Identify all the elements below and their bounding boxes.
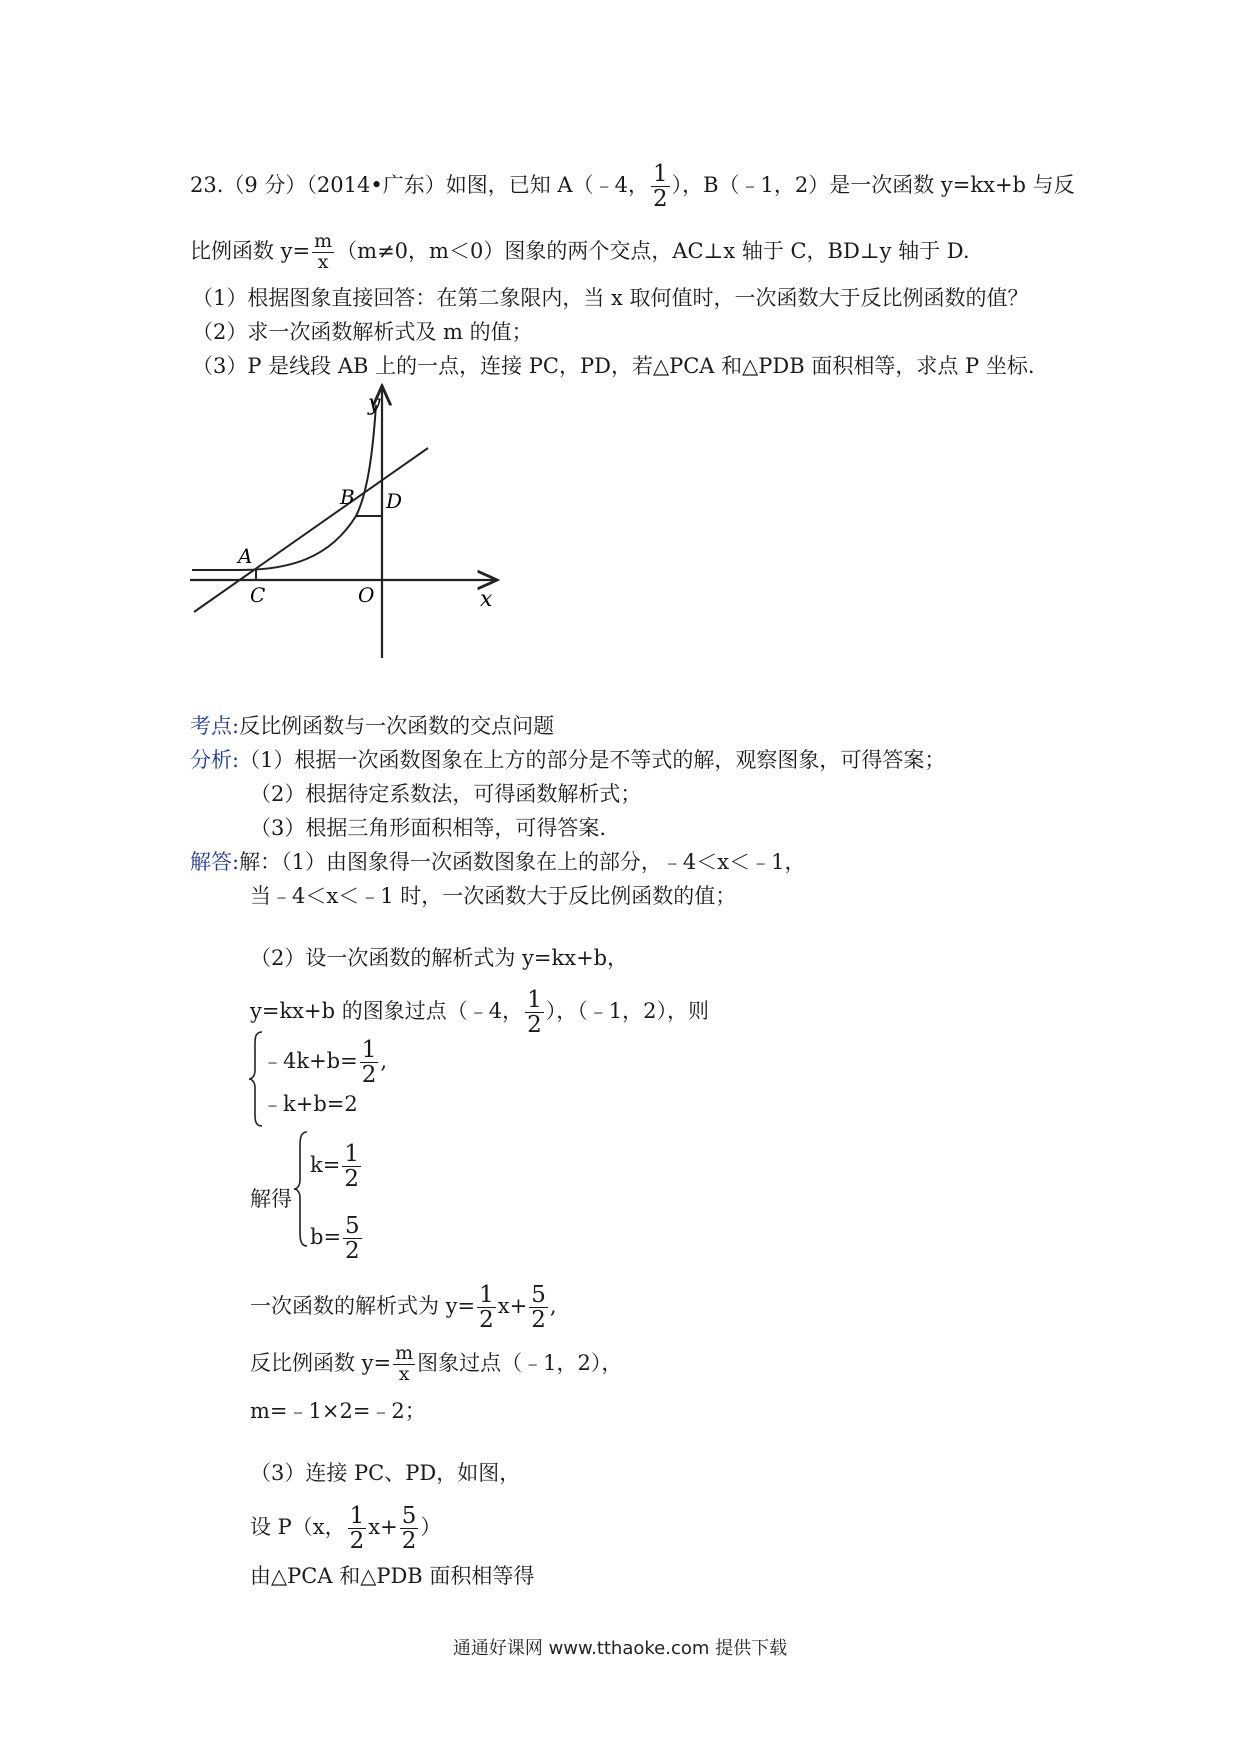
b-equals: b= xyxy=(310,1225,342,1250)
fraction-numerator: 1 xyxy=(527,987,542,1013)
fraction-numerator: 5 xyxy=(531,1282,546,1308)
fraction-one-half xyxy=(360,1038,379,1087)
fraction-denominator: 2 xyxy=(527,1012,542,1039)
fraction-five-halves xyxy=(343,1214,362,1263)
fraction-denominator: 2 xyxy=(345,1238,360,1265)
kaodian-text: 反比例函数与一次函数的交点问题 xyxy=(239,714,555,738)
fraction-five-halves xyxy=(400,1504,419,1553)
point-p-start: 设 P（x， xyxy=(250,1515,346,1540)
part3-line-1: （3）连接 PC、PD，如图， xyxy=(250,1461,521,1485)
fraction-one-half xyxy=(348,1504,367,1553)
solution-k xyxy=(310,1142,363,1191)
fraction-numerator: 1 xyxy=(652,161,668,187)
jieda-label: 解答: xyxy=(190,850,240,874)
m-value-line: m=﹣1×2=﹣2； xyxy=(250,1399,426,1423)
problem-line-1-start: 23.（9 分）（2014•广东）如图，已知 A（﹣4， xyxy=(190,173,649,198)
fraction-m-over-x xyxy=(312,232,334,273)
problem-line-1-end: ），B（﹣1，2）是一次函数 y=kx+b 与反 xyxy=(671,173,1075,198)
problem-line-2-start: 比例函数 y= xyxy=(190,238,311,263)
fraction-numerator: 1 xyxy=(349,1503,365,1529)
inverse-function-line xyxy=(250,1344,622,1385)
fenxi-item-2: （2）根据待定系数法，可得函数解析式； xyxy=(250,782,642,806)
linear-expression-xplus: x+ xyxy=(497,1294,528,1319)
linear-expression-line xyxy=(250,1283,557,1332)
linear-expression-start: 一次函数的解析式为 y= xyxy=(250,1294,476,1319)
part2-line-2 xyxy=(250,988,709,1037)
problem-line-2 xyxy=(190,232,970,273)
fraction-numerator: 5 xyxy=(401,1503,417,1529)
system-eq1-lhs: ﹣4k+b= xyxy=(262,1049,358,1074)
fraction-five-halves xyxy=(529,1283,548,1332)
part2-line-2-start: y=kx+b 的图象过点（﹣4， xyxy=(250,999,524,1024)
fraction-m-over-x xyxy=(393,1344,415,1385)
left-brace-solution xyxy=(293,1130,309,1248)
fenxi-row xyxy=(190,746,945,774)
fraction-one-half xyxy=(342,1142,361,1191)
fraction-denominator: 2 xyxy=(401,1528,417,1555)
label-d: D xyxy=(386,489,403,513)
point-p-end: ） xyxy=(420,1515,442,1540)
inverse-function-end: 图象过点（﹣1，2）， xyxy=(417,1350,623,1375)
fraction-denominator: 2 xyxy=(531,1307,546,1334)
label-x: x xyxy=(480,587,493,612)
question-2: （2）求一次函数解析式及 m 的值； xyxy=(192,320,533,344)
label-a: A xyxy=(238,544,253,568)
inverse-function-start: 反比例函数 y= xyxy=(250,1350,392,1375)
problem-line-2-end: （m≠0，m＜0）图象的两个交点，AC⊥x 轴于 C，BD⊥y 轴于 D. xyxy=(336,238,970,263)
fraction-one-half xyxy=(477,1283,496,1332)
fraction-denominator: 2 xyxy=(344,1166,359,1193)
system-equation-2: ﹣k+b=2 xyxy=(262,1092,358,1116)
label-c: C xyxy=(250,583,266,607)
jieda-line-1: 解：（1）由图象得一次函数图象在上的部分，﹣4＜x＜﹣1， xyxy=(239,850,806,874)
part2-line-1: （2）设一次函数的解析式为 y=kx+b， xyxy=(250,946,629,970)
linear-function-line xyxy=(194,448,428,612)
jiede-label: 解得 xyxy=(250,1187,292,1211)
fraction-numerator: 1 xyxy=(361,1037,377,1063)
kaodian-label: 考点: xyxy=(190,714,240,738)
linear-expression-comma: , xyxy=(549,1294,557,1319)
page-footer: 通通好课网 www.tthaoke.com 提供下载 xyxy=(452,1638,788,1659)
jieda-row xyxy=(190,848,806,876)
system-equation-1 xyxy=(262,1038,387,1087)
question-3: （3）P 是线段 AB 上的一点，连接 PC，PD，若△PCA 和△PDB 面积相等，求点 P 坐标. xyxy=(192,354,1035,378)
label-o: O xyxy=(358,583,375,607)
fenxi-item-1: （1）根据一次函数图象在上方的部分是不等式的解，观察图象，可得答案； xyxy=(239,748,946,772)
fraction-numerator: m xyxy=(395,1342,414,1364)
fraction-one-half xyxy=(525,988,544,1037)
fraction-denominator: x xyxy=(398,1362,410,1385)
label-b: B xyxy=(340,485,355,509)
fenxi-item-3: （3）根据三角形面积相等，可得答案. xyxy=(250,816,607,840)
fraction-denominator: 2 xyxy=(349,1528,365,1555)
k-equals: k= xyxy=(310,1153,341,1178)
part2-line-2-end: ），（﹣1，2），则 xyxy=(545,999,709,1024)
fraction-numerator: 1 xyxy=(479,1282,494,1308)
part3-line-3: 由△PCA 和△PDB 面积相等得 xyxy=(250,1564,535,1588)
question-1: （1）根据图象直接回答：在第二象限内，当 x 取何值时，一次函数大于反比例函数的值？ xyxy=(192,286,1029,310)
function-graph-figure xyxy=(180,380,510,670)
fraction-denominator: 2 xyxy=(361,1062,377,1089)
problem-line-1 xyxy=(190,162,1075,211)
fraction-numerator: m xyxy=(314,230,333,252)
label-y: y xyxy=(368,391,381,416)
solution-b xyxy=(310,1214,364,1263)
fraction-one-half xyxy=(651,162,670,211)
fraction-denominator: 2 xyxy=(479,1307,494,1334)
jieda-line-2: 当﹣4＜x＜﹣1 时，一次函数大于反比例函数的值； xyxy=(250,884,737,908)
kaodian-row xyxy=(190,712,554,740)
point-p-xplus: x+ xyxy=(368,1515,398,1540)
fraction-denominator: 2 xyxy=(652,186,668,213)
fenxi-label: 分析: xyxy=(190,748,240,772)
fraction-numerator: 5 xyxy=(345,1213,360,1239)
fraction-numerator: 1 xyxy=(344,1141,359,1167)
part3-line-2 xyxy=(250,1504,441,1553)
system-eq1-comma: , xyxy=(380,1049,388,1074)
fraction-denominator: x xyxy=(317,250,329,273)
